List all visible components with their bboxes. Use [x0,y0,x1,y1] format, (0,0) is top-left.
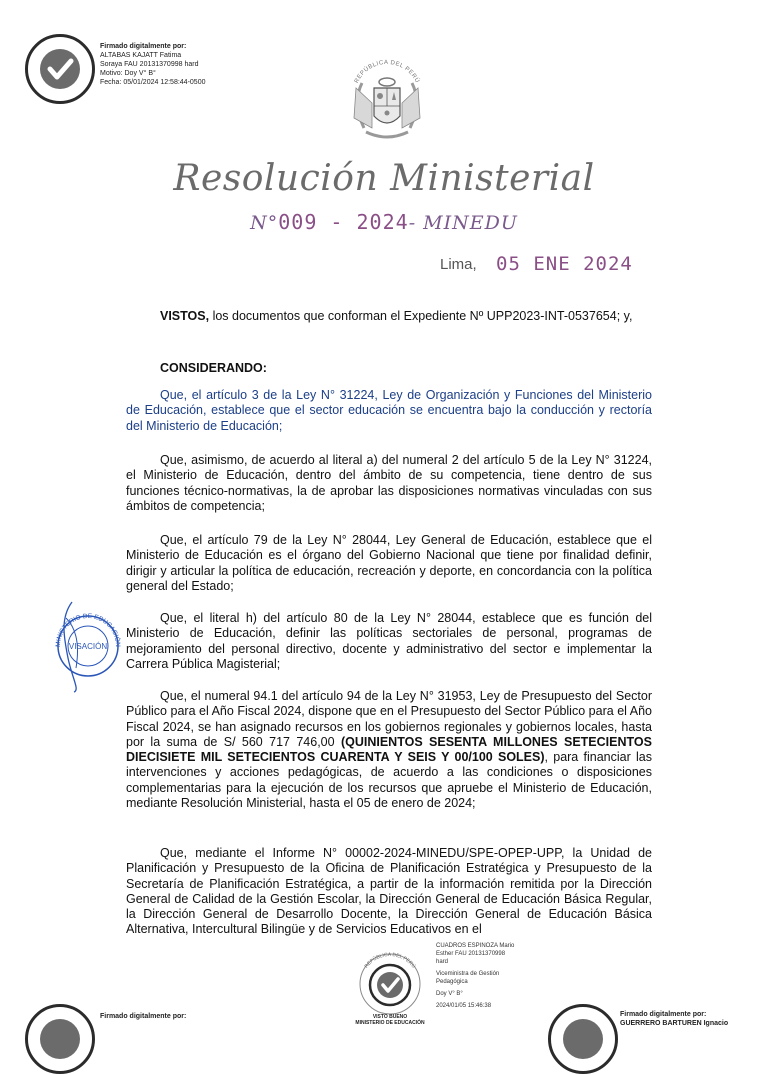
vistos-paragraph [126,309,652,324]
number-dash: - [317,210,357,234]
paragraph-5-part-a: Que, el numeral 94.1 del artículo 94 de la Ley N° 31953, Ley de Presupuesto del Sector Público para el Año Fiscal 2024, dispone que en el Presupuesto del Sector Público para el Año Fiscal 2024, se han asignado recursos en los gobiernos regionales y gobiernos locales, hasta por la suma de S/ 560 717 746,00 [126,689,652,749]
signature-block-bottom-right [620,1010,728,1028]
paragraph-5-part-c: , para financiar las intervenciones y acciones pedagógicas, de acuerdo a las condiciones o disposiciones complementarias para la ejecución de los recursos que apruebe el Ministerio de Educación, mediante Resolución Ministerial, hasta el 05 de enero de 2024; [126,750,652,811]
signature-br-title: Firmado digitalmente por: [620,1011,707,1018]
number-suffix: - MINEDU [408,212,518,234]
signature-check-icon-bottom-left [25,1004,95,1074]
bottom-signer-1: CUADROS ESPINOZA Mario [436,943,515,949]
number-year: 2024 [356,210,409,234]
signature-check-icon [25,34,95,104]
paragraph-1: Que, el artículo 3 de la Ley N° 31224, Ley de Organización y Funciones del Ministerio de Educación, establece que el sector educación se encuentra bajo la conducción y rectoría del Ministerio de Educación; [126,388,652,433]
signature-name: ALTABAS KAJATT Fatima [100,52,182,59]
national-crest-icon [342,48,432,148]
bottom-date: 2024/01/05 15:46:38 [436,1003,492,1009]
paragraph-5-amount-words: (QUINIENTOS SESENTA MILLONES SETECIENTOS DIECISIETE MIL SETECIENTOS CUARENTA Y SEIS Y 00/100 SOLES) [126,734,652,765]
bottom-role-2: Pedagógica [436,979,468,985]
svg-text:REPÚBLICA DEL PERÚ [354,60,421,84]
number-digits: 009 [278,210,318,234]
number-prefix: N° [250,212,279,234]
signature-check-icon-bottom-right [548,1004,618,1074]
vistos-label: VISTOS, [160,309,210,323]
signature-br-name: GUERRERO BARTUREN Ignacio [620,1020,729,1027]
seal-center-text: VISACIÓN [68,642,108,651]
crest-ring-text: REPÚBLICA DEL PERÚ [353,59,421,85]
considerando-heading: CONSIDERANDO: [160,361,267,375]
bottom-stamp-ring-text: REPÚBLICA DEL PERÚ [363,951,417,970]
signature-bl-title: Firmado digitalmente por: [100,1013,187,1020]
resolution-date: 05 ENE 2024 [496,253,633,275]
seal-ring-text: MINISTERIO DE EDUCACIÓN [54,612,122,648]
bottom-signer-2: Esther FAU 20131370998 [436,951,506,957]
signature-block-bottom-left [100,1012,186,1021]
signature-date: Fecha: 05/01/2024 12:58:44-0500 [100,79,206,86]
bottom-check-icon [367,962,413,1008]
vb-caption-1: VISTO BUENO [372,1014,408,1020]
vb-caption-2: MINISTERIO DE EDUCACIÓN [355,1020,425,1026]
visto-bueno-caption [345,1014,435,1026]
signature-name-cont: Soraya FAU 20131370998 hard [100,61,199,68]
place-label: Lima, [440,256,477,273]
paragraph-2: Que, asimismo, de acuerdo al literal a) del numeral 2 del artículo 5 de la Ley N° 31224, el Ministerio de Educación, dentro del ámbito de su competencia, tiene dentro de sus funciones técnico-normativas, la de aprobar las disposiciones normativas vinculadas con sus ámbitos de competencia; [126,453,652,513]
signature-block-top-left [100,42,205,87]
document-title: Resolución Ministerial [173,158,595,199]
bottom-vb: Doy V° B° [436,991,463,997]
paragraph-4: Que, el literal h) del artículo 80 de la Ley N° 28044, establece que es función del Ministerio de Educación, definir las políticas sectoriales de personal, programas de mejoramiento del personal directivo, docente y administrativo del sector e implementar la Carrera Pública Magisterial; [126,611,652,671]
paragraph-6: Que, mediante el Informe N° 00002-2024-MINEDU/SPE-OPEP-UPP, la Unidad de Planificación y Presupuesto de la Oficina de Planificación Estratégica y Presupuesto de la Secretaría de Planificación Estratégica, a partir de la información remitida por la Dirección General de Calidad de la Gestión Escolar, la Dirección General de Educación Básica Regular, la Dirección General de Desarrollo Docente, la Dirección General de Educación Básica Alternativa, Intercultural Bilingüe y de Servicios Educativos en el [126,846,652,937]
paragraph-5 [126,689,652,811]
bottom-stamp-details [436,942,514,1010]
resolution-number [0,210,768,234]
paragraph-3: Que, el artículo 79 de la Ley N° 28044, Ley General de Educación, establece que el Ministerio de Educación es el órgano del Gobierno Nacional que tiene por finalidad definir, dirigir y articular la política de educación, recreación y deporte, en concordancia con la política general del Estado; [126,533,652,593]
vistos-text: los documentos que conforman el Expediente Nº UPP2023-INT-0537654; y, [212,309,633,323]
visa-seal-icon [50,598,126,694]
bottom-signer-3: hard [436,959,449,965]
signature-motive: Motivo: Doy V° B° [100,70,156,77]
signature-title: Firmado digitalmente por: [100,43,187,50]
bottom-role-1: Viceministra de Gestión [436,971,500,977]
